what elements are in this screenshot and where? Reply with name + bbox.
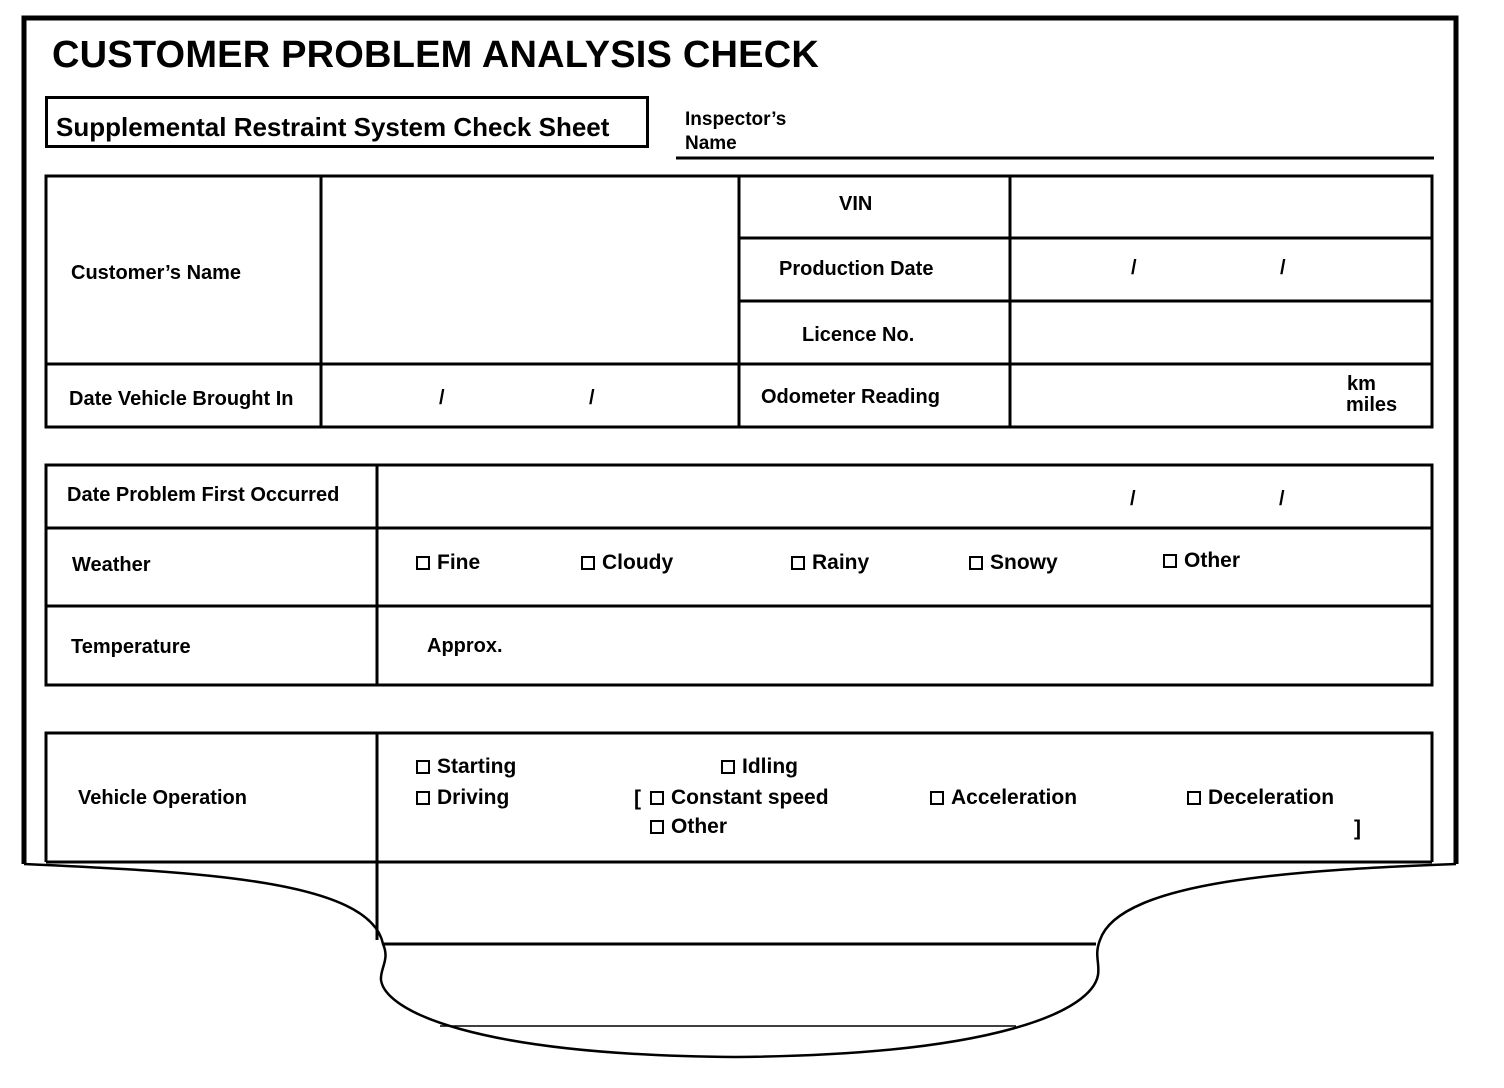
checkbox-icon bbox=[969, 556, 983, 570]
date-first-occurred-label: Date Problem First Occurred bbox=[67, 484, 340, 506]
checkbox-icon bbox=[1187, 791, 1201, 805]
vin-field[interactable] bbox=[1013, 179, 1429, 235]
production-date-label: Production Date bbox=[779, 258, 934, 280]
weather-option-fine[interactable]: Fine bbox=[416, 551, 480, 575]
customer-name-label: Customer’s Name bbox=[71, 262, 242, 284]
weather-label: Weather bbox=[72, 554, 151, 576]
page-title: CUSTOMER PROBLEM ANALYSIS CHECK bbox=[52, 34, 819, 76]
operation-option-driving[interactable]: Driving bbox=[416, 786, 509, 810]
weather-option-snowy[interactable]: Snowy bbox=[969, 551, 1058, 575]
inspector-label-line1: Inspector’s bbox=[685, 109, 787, 130]
weather-option-other[interactable]: Other bbox=[1163, 549, 1240, 573]
operation-option-acceleration[interactable]: Acceleration bbox=[930, 786, 1077, 810]
checkbox-icon bbox=[721, 760, 735, 774]
odometer-label: Odometer Reading bbox=[761, 386, 940, 408]
approx-label: Approx. bbox=[427, 635, 503, 657]
operation-option-constant-speed[interactable]: Constant speed bbox=[650, 786, 829, 810]
checkbox-icon bbox=[650, 820, 664, 834]
subtitle: Supplemental Restraint System Check Sheet bbox=[56, 112, 610, 142]
weather-option-rainy[interactable]: Rainy bbox=[791, 551, 869, 575]
vehicle-operation-label: Vehicle Operation bbox=[78, 787, 247, 809]
licence-no-label: Licence No. bbox=[802, 324, 915, 346]
weather-option-cloudy[interactable]: Cloudy bbox=[581, 551, 673, 575]
operation-option-idling[interactable]: Idling bbox=[721, 755, 798, 779]
miles-unit: miles bbox=[1346, 394, 1398, 416]
date-brought-in-field[interactable] bbox=[324, 367, 736, 424]
odometer-field[interactable] bbox=[1013, 367, 1429, 424]
close-bracket: ] bbox=[1354, 817, 1361, 840]
date-brought-in-label: Date Vehicle Brought In bbox=[69, 388, 294, 410]
checkbox-icon bbox=[650, 791, 664, 805]
date-separator: / bbox=[439, 387, 445, 409]
date-separator: / bbox=[1279, 488, 1285, 510]
inspector-label-line2: Name bbox=[685, 133, 737, 154]
operation-option-deceleration[interactable]: Deceleration bbox=[1187, 786, 1334, 810]
operation-option-other[interactable]: Other bbox=[650, 815, 727, 839]
date-first-occurred-field[interactable] bbox=[380, 468, 1429, 525]
temperature-label: Temperature bbox=[71, 636, 191, 658]
date-separator: / bbox=[1131, 257, 1137, 279]
checkbox-icon bbox=[416, 791, 430, 805]
operation-option-starting[interactable]: Starting bbox=[416, 755, 516, 779]
vin-label: VIN bbox=[839, 193, 873, 215]
open-bracket: [ bbox=[634, 787, 641, 810]
km-unit: km bbox=[1347, 373, 1376, 395]
checkbox-icon bbox=[416, 556, 430, 570]
inspector-name-field[interactable] bbox=[810, 108, 1430, 154]
licence-no-field[interactable] bbox=[1013, 304, 1429, 361]
checkbox-icon bbox=[581, 556, 595, 570]
date-separator: / bbox=[1130, 488, 1136, 510]
checkbox-icon bbox=[416, 760, 430, 774]
temperature-field[interactable] bbox=[520, 612, 1429, 682]
production-date-field[interactable] bbox=[1013, 241, 1429, 298]
checkbox-icon bbox=[930, 791, 944, 805]
customer-name-field[interactable] bbox=[324, 179, 736, 361]
checkbox-icon bbox=[791, 556, 805, 570]
checkbox-icon bbox=[1163, 554, 1177, 568]
date-separator: / bbox=[1280, 257, 1286, 279]
inspector-name-label bbox=[685, 108, 786, 156]
date-separator: / bbox=[589, 387, 595, 409]
